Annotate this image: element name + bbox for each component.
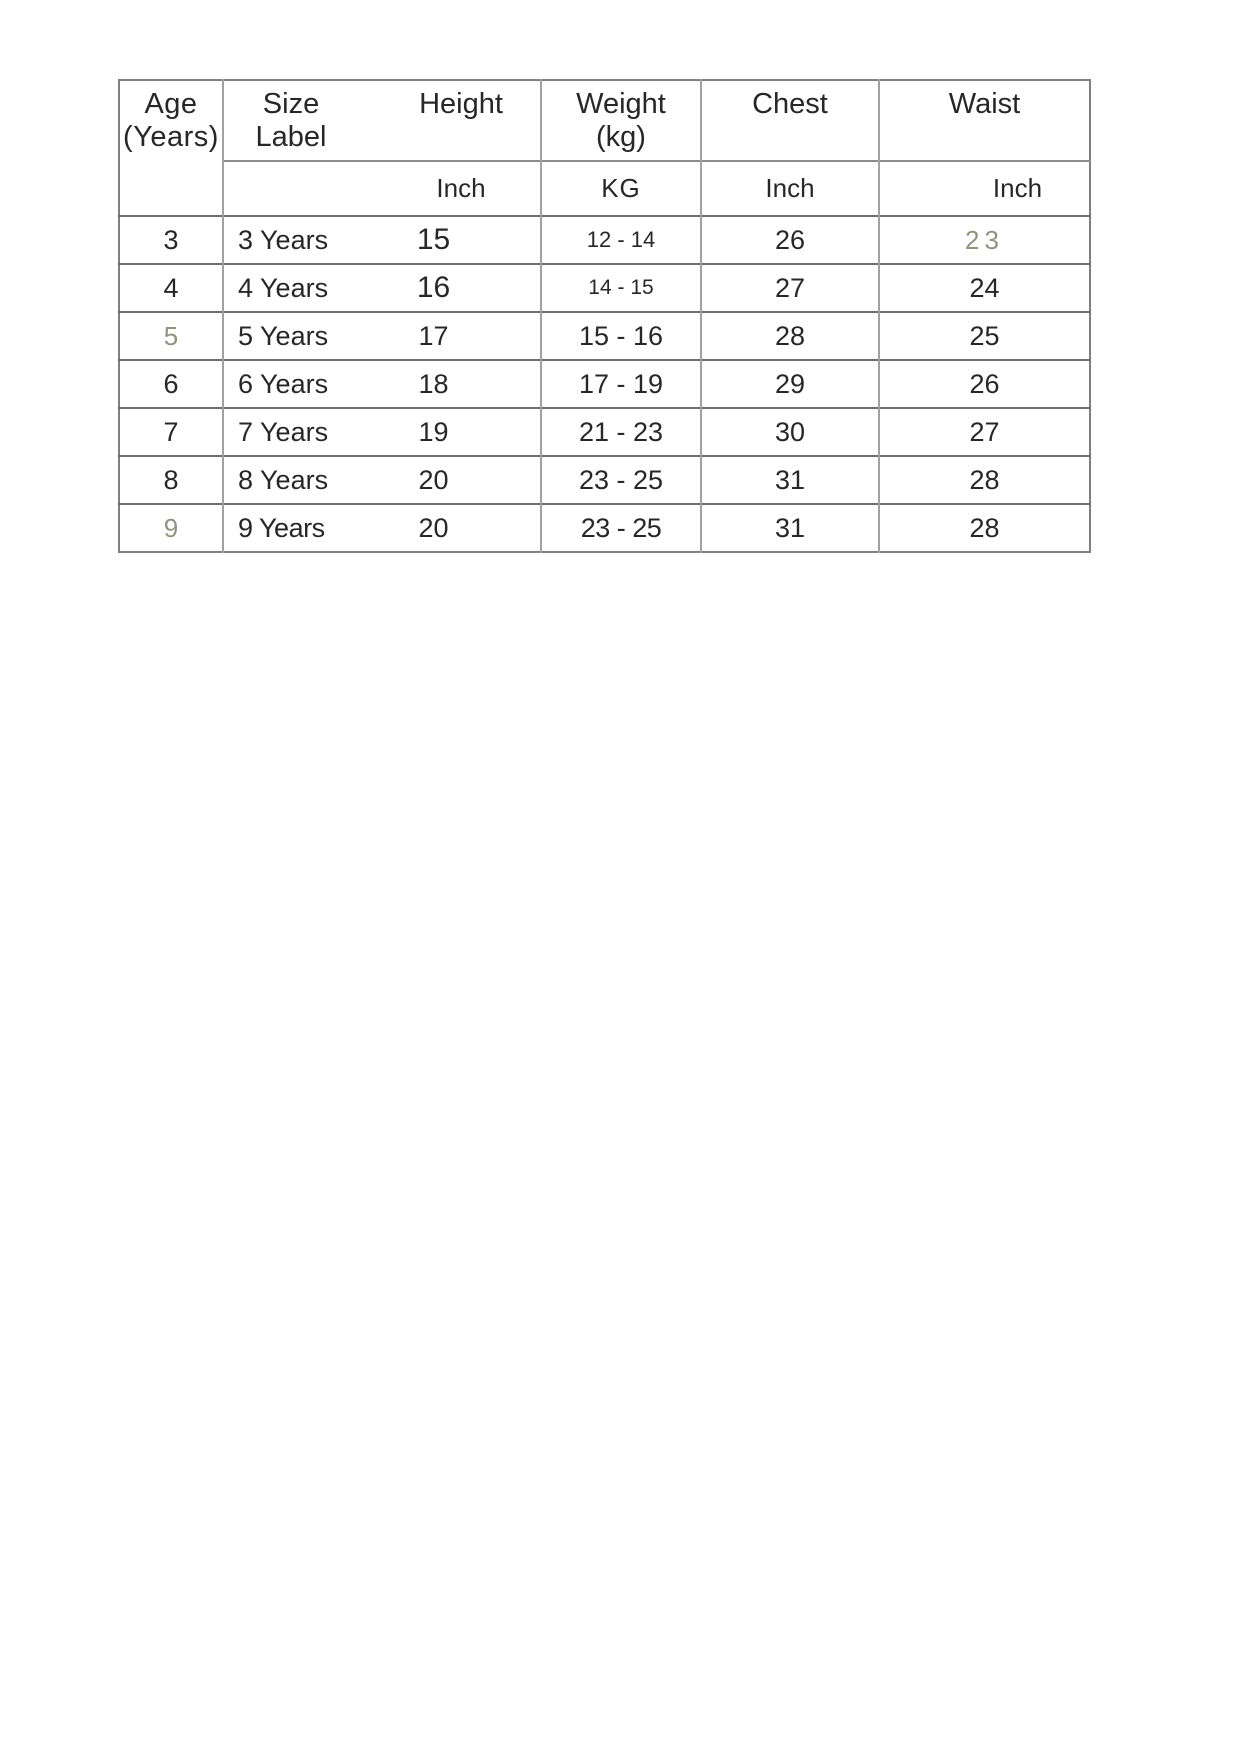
cell-height: 15	[416, 223, 451, 256]
cell-age: 5	[119, 312, 223, 360]
cell-age: 4	[119, 264, 223, 312]
cell-waist: 24	[879, 264, 1090, 312]
unit-chest: Inch	[701, 161, 879, 216]
table-row	[119, 312, 1090, 360]
cell-weight: 14 - 15	[541, 264, 701, 312]
cell-chest: 29	[701, 360, 879, 408]
col-header-weight: Weight (kg)	[541, 80, 701, 161]
cell-size-label: 8 Years	[238, 464, 329, 495]
cell-weight: 12 - 14	[541, 216, 701, 264]
cell-chest: 31	[701, 456, 879, 504]
unit-waist: Inch	[879, 161, 1090, 216]
cell-size-label: 9 Years	[238, 512, 325, 543]
cell-size-label: 5 Years	[238, 320, 329, 351]
cell-height: 16	[416, 271, 451, 304]
unit-weight: KG	[541, 161, 701, 216]
table-header	[119, 80, 1090, 216]
table-row	[119, 408, 1090, 456]
cell-size-label: 4 Years	[238, 272, 329, 303]
cell-waist: 28	[879, 456, 1090, 504]
cell-weight: 21 - 23	[541, 408, 701, 456]
table-row	[119, 264, 1090, 312]
cell-weight: 17 - 19	[541, 360, 701, 408]
header-row-units	[119, 161, 1090, 216]
cell-size-label: 3 Years	[238, 224, 329, 255]
size-chart-table	[118, 79, 1091, 553]
col-header-size-height	[223, 80, 541, 161]
cell-height: 19	[418, 416, 449, 447]
unit-height: Inch	[223, 161, 541, 216]
cell-size-height	[223, 312, 541, 360]
cell-waist: 25	[879, 312, 1090, 360]
col-header-chest: Chest	[701, 80, 879, 161]
cell-waist: 26	[879, 360, 1090, 408]
col-header-waist: Waist	[879, 80, 1090, 161]
col-header-age-line1: Age	[144, 88, 198, 120]
cell-size-height	[223, 504, 541, 552]
cell-chest: 31	[701, 504, 879, 552]
cell-chest: 26	[701, 216, 879, 264]
cell-age: 8	[119, 456, 223, 504]
cell-weight: 23 - 25	[541, 504, 701, 552]
col-header-age-line2: (Years)	[123, 121, 219, 153]
cell-height: 20	[418, 464, 449, 495]
table-row	[119, 216, 1090, 264]
cell-waist: 28	[879, 504, 1090, 552]
cell-age: 3	[119, 216, 223, 264]
cell-age: 7	[119, 408, 223, 456]
cell-waist: 27	[879, 408, 1090, 456]
cell-weight: 15 - 16	[541, 312, 701, 360]
table-row	[119, 360, 1090, 408]
cell-size-height	[223, 360, 541, 408]
header-row-labels	[119, 80, 1090, 161]
cell-size-height	[223, 456, 541, 504]
cell-size-label: 6 Years	[238, 368, 329, 399]
cell-height: 18	[418, 368, 449, 399]
col-header-size-label: Size Label	[255, 88, 327, 153]
cell-chest: 30	[701, 408, 879, 456]
table-row	[119, 504, 1090, 552]
cell-weight: 23 - 25	[541, 456, 701, 504]
col-header-height: Height	[419, 88, 503, 120]
cell-size-height	[223, 408, 541, 456]
cell-height: 17	[418, 320, 449, 351]
table-body	[119, 216, 1090, 552]
cell-height: 20	[418, 512, 449, 543]
cell-size-label: 7 Years	[238, 416, 329, 447]
cell-size-height	[223, 264, 541, 312]
cell-chest: 28	[701, 312, 879, 360]
col-header-age	[119, 80, 223, 216]
table-row	[119, 456, 1090, 504]
cell-waist: 23	[879, 216, 1090, 264]
cell-age: 9	[119, 504, 223, 552]
cell-size-height	[223, 216, 541, 264]
cell-chest: 27	[701, 264, 879, 312]
cell-age: 6	[119, 360, 223, 408]
